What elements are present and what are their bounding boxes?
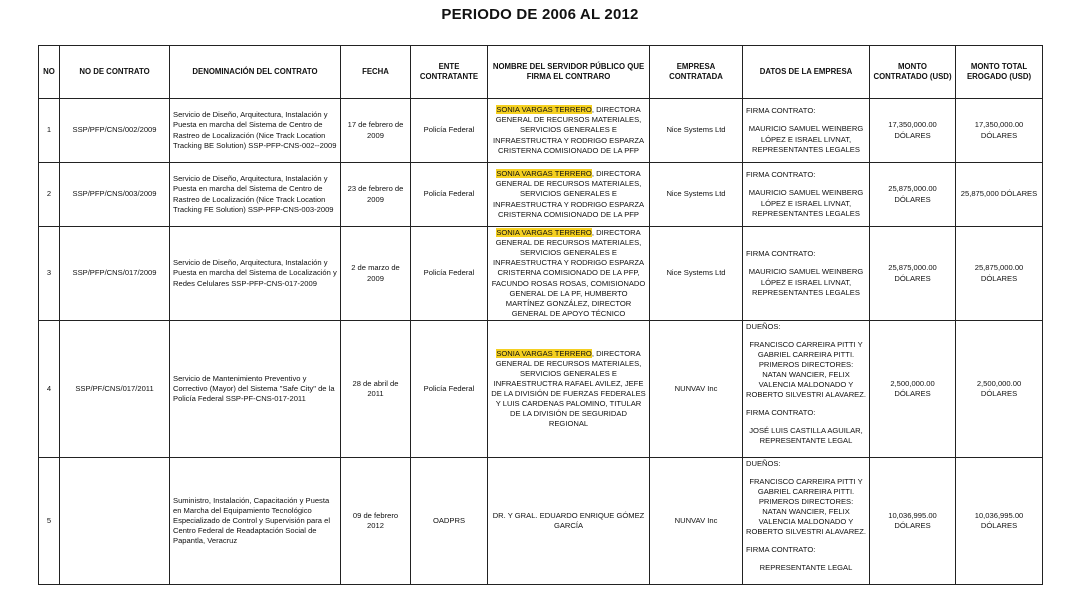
cell-empresa: Nice Systems Ltd: [650, 163, 743, 227]
cell-denominacion: Suministro, Instalación, Capacitación y Puesta en Marcha del Equipamiento Tecnológico Especializado de Control y Supervisión para el Centro Federal de Readaptación Social de Papantla, Veracruz: [170, 458, 341, 585]
table-row: [39, 458, 1043, 585]
cell-ente: Policía Federal: [411, 99, 488, 163]
table-row: [39, 99, 1043, 163]
cell-empresa: Nice Systems Ltd: [650, 99, 743, 163]
cell-total: 25,875,000.00 DÓLARES: [956, 227, 1043, 321]
firma-nombres: JOSÉ LUIS CASTILLA AGUILAR, REPRESENTANTE LEGAL: [749, 426, 863, 446]
header-denominacion: DENOMINACIÓN DEL CONTRATO: [170, 46, 341, 99]
cell-empresa: Nice Systems Ltd: [650, 227, 743, 321]
cell-monto: 17,350,000.00 DÓLARES: [870, 99, 956, 163]
contracts-table: [38, 45, 1043, 585]
cell-datos: [743, 99, 870, 163]
cell-no: 2: [39, 163, 60, 227]
servidor-text: , DIRECTORA GENERAL DE RECURSOS MATERIALES, SERVICIOS GENERALES E INFRAESTRUCTRA Y RODRIGO ESPARZA CRISTERNA COMISIONADO DE LA PFP: [492, 169, 645, 219]
firma-nombres: MAURICIO SAMUEL WEINBERG LÓPEZ E ISRAEL LIVNAT, REPRESENTANTES LEGALES: [748, 124, 864, 154]
cell-datos: [743, 163, 870, 227]
cell-total: 25,875,000 DÓLARES: [956, 163, 1043, 227]
cell-total: 2,500,000.00 DÓLARES: [956, 321, 1043, 458]
table-row: [39, 227, 1043, 321]
cell-monto: 2,500,000.00 DÓLARES: [870, 321, 956, 458]
header-no: NO: [39, 46, 60, 99]
cell-datos: [743, 458, 870, 585]
header-contrato: NO DE CONTRATO: [60, 46, 170, 99]
firma-label: FIRMA CONTRATO:: [746, 170, 816, 180]
highlighted-name: SONIA VARGAS TERRERO: [496, 228, 592, 238]
cell-ente: Policía Federal: [411, 163, 488, 227]
firma-nombres: MAURICIO SAMUEL WEINBERG LÓPEZ E ISRAEL LIVNAT, REPRESENTANTES LEGALES: [748, 188, 864, 218]
cell-ente: OADPRS: [411, 458, 488, 585]
cell-monto: 25,875,000.00 DÓLARES: [870, 227, 956, 321]
cell-servidor: [488, 458, 650, 585]
cell-denominacion: Servicio de Mantenimiento Preventivo y Correctivo (Mayor) del Sistema "Safe City" de la Policía Federal SSP-PF-CNS-017-2011: [170, 321, 341, 458]
cell-denominacion: Servicio de Diseño, Arquitectura, Instalación y Puesta en marcha del Sistema de Centro de Rastreo de Localización (Nice Track Location Tracking BE Solution) SSP-PFP-CNS-002--2009: [170, 99, 341, 163]
cell-contrato: SSP/PFP/CNS/003/2009: [60, 163, 170, 227]
duenos-label: DUEÑOS:: [746, 459, 781, 468]
cell-servidor: [488, 163, 650, 227]
cell-contrato: SSP/PF/CNS/017/2011: [60, 321, 170, 458]
duenos-nombres: FRANCISCO CARREIRA PITTI Y GABRIEL CARREIRA PITTI. PRIMEROS DIRECTORES: NATAN WANCIER, FELIX VALENCIA MALDONADO Y ROBERTO SILVESTRI ALAVAREZ.: [746, 477, 866, 537]
highlighted-name: SONIA VARGAS TERRERO: [496, 169, 592, 179]
servidor-text: , DIRECTORA GENERAL DE RECURSOS MATERIALES, SERVICIOS GENERALES E INFRAESTRUCTRA Y RODRIGO ESPARZA CRISTERNA COMISIONADO DE LA PFP, FACUNDO ROSAS ROSAS, COMISIONADO GENERAL DE LA PF, HUMBERTO MARTÍNEZ GONZÁLEZ, DIRECTOR GENERAL DE APOYO TÉCNICO: [491, 228, 646, 318]
firma-label: FIRMA CONTRATO:: [746, 408, 816, 418]
servidor-text: , DIRECTORA GENERAL DE RECURSOS MATERIALES, SERVICIOS GENERALES E INFRAESTRUCTRA Y RODRIGO ESPARZA CRISTERNA COMISIONADO DE LA PFP: [492, 105, 645, 155]
cell-contrato: SSP/PFP/CNS/017/2009: [60, 227, 170, 321]
cell-no: 3: [39, 227, 60, 321]
cell-fecha: 23 de febrero de 2009: [341, 163, 411, 227]
cell-datos: [743, 227, 870, 321]
cell-fecha: 17 de febrero de 2009: [341, 99, 411, 163]
cell-total: 10,036,995.00 DÓLARES: [956, 458, 1043, 585]
header-row: [39, 46, 1043, 99]
page-title: PERIODO DE 2006 AL 2012: [441, 6, 639, 23]
cell-servidor: [488, 227, 650, 321]
cell-datos: [743, 321, 870, 458]
cell-no: 5: [39, 458, 60, 585]
cell-fecha: 28 de abril de 2011: [341, 321, 411, 458]
cell-monto: 10,036,995.00 DÓLARES: [870, 458, 956, 585]
servidor-text: DR. Y GRAL. EDUARDO ENRIQUE GÓMEZ GARCÍA: [492, 510, 645, 530]
firma-label: FIRMA CONTRATO:: [746, 249, 816, 259]
cell-fecha: 09 de febrero 2012: [341, 458, 411, 585]
cell-ente: Policía Federal: [411, 321, 488, 458]
cell-total: 17,350,000.00 DÓLARES: [956, 99, 1043, 163]
header-empresa: EMPRESA CONTRATADA: [650, 46, 743, 99]
cell-monto: 25,875,000.00 DÓLARES: [870, 163, 956, 227]
duenos-label: DUEÑOS:: [746, 322, 781, 331]
header-datos: DATOS DE LA EMPRESA: [743, 46, 870, 99]
header-servidor: NOMBRE DEL SERVIDOR PÚBLICO QUE FIRMA EL CONTRARO: [488, 46, 650, 99]
header-ente: ENTE CONTRATANTE: [411, 46, 488, 99]
table-row: [39, 321, 1043, 458]
header-fecha: FECHA: [341, 46, 411, 99]
cell-empresa: NUNVAV Inc: [650, 458, 743, 585]
cell-servidor: [488, 99, 650, 163]
cell-contrato: SSP/PFP/CNS/002/2009: [60, 99, 170, 163]
firma-label: FIRMA CONTRATO:: [746, 106, 816, 116]
cell-no: 1: [39, 99, 60, 163]
cell-ente: Policía Federal: [411, 227, 488, 321]
header-monto: MONTO CONTRATADO (USD): [870, 46, 956, 99]
firma-nombres: MAURICIO SAMUEL WEINBERG LÓPEZ E ISRAEL LIVNAT, REPRESENTANTES LEGALES: [748, 267, 864, 297]
cell-servidor: [488, 321, 650, 458]
duenos-nombres: FRANCISCO CARREIRA PITTI Y GABRIEL CARREIRA PITTI. PRIMEROS DIRECTORES: NATAN WANCIER, FELIX VALENCIA MALDONADO Y ROBERTO SILVESTRI ALAVAREZ.: [746, 340, 866, 400]
cell-denominacion: Servicio de Diseño, Arquitectura, Instalación y Puesta en marcha del Sistema de Centro de Rastreo de Localización (Nice Track Location Tracking FE Solution) SSP-PFP-CNS-003-2009: [170, 163, 341, 227]
cell-no: 4: [39, 321, 60, 458]
servidor-text: , DIRECTORA GENERAL DE RECURSOS MATERIALES, SERVICIOS GENERALES E INFRAESTRUCTRA RAFAEL AVILEZ, JEFE DE LA DIVISIÓN DE FUERZAS FEDERALES Y LUIS CARDENAS PALOMINO, TITULAR DE LA DIVISIÓN DE SEGURIDAD REGIONAL: [491, 348, 646, 429]
firma-label: FIRMA CONTRATO:: [746, 545, 816, 555]
cell-empresa: NUNVAV Inc: [650, 321, 743, 458]
highlighted-name: SONIA VARGAS TERRERO: [496, 348, 592, 358]
cell-contrato: [60, 458, 170, 585]
header-total: MONTO TOTAL EROGADO (USD): [956, 46, 1043, 99]
table-row: [39, 163, 1043, 227]
firma-nombres: REPRESENTANTE LEGAL: [759, 563, 853, 573]
cell-denominacion: Servicio de Diseño, Arquitectura, Instalación y Puesta en marcha del Sistema de Localización y Redes Celulares SSP-PFP-CNS-017-2009: [170, 227, 341, 321]
highlighted-name: SONIA VARGAS TERRERO: [496, 105, 592, 115]
cell-fecha: 2 de marzo de 2009: [341, 227, 411, 321]
